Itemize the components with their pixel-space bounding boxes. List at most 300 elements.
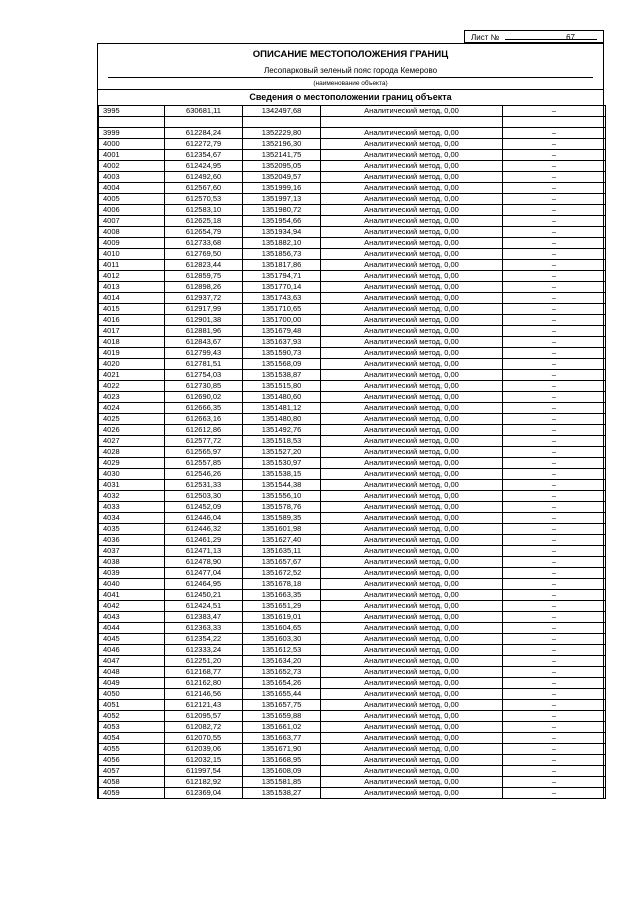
- point-number-cell: 4021: [99, 370, 165, 381]
- y-coordinate-cell: 1351518,53: [243, 436, 321, 447]
- error-cell: –: [503, 293, 606, 304]
- error-cell: –: [503, 150, 606, 161]
- method-cell: Аналитический метод, 0,00: [321, 612, 503, 623]
- y-coordinate-cell: 1351515,80: [243, 381, 321, 392]
- method-cell: Аналитический метод, 0,00: [321, 634, 503, 645]
- y-coordinate-cell: 1351651,29: [243, 601, 321, 612]
- method-cell: Аналитический метод, 0,00: [321, 524, 503, 535]
- x-coordinate-cell: 612272,79: [165, 139, 243, 150]
- table-row: [99, 117, 606, 128]
- error-cell: –: [503, 315, 606, 326]
- table-row: [99, 282, 606, 293]
- error-cell: –: [503, 656, 606, 667]
- point-number-cell: 4048: [99, 667, 165, 678]
- point-number-cell: 4020: [99, 359, 165, 370]
- document-frame: [97, 43, 604, 799]
- method-cell: Аналитический метод, 0,00: [321, 304, 503, 315]
- point-number-cell: 3999: [99, 128, 165, 139]
- x-coordinate-cell: 612557,85: [165, 458, 243, 469]
- error-cell: –: [503, 469, 606, 480]
- method-cell: Аналитический метод, 0,00: [321, 348, 503, 359]
- point-number-cell: 4011: [99, 260, 165, 271]
- point-number-cell: 4045: [99, 634, 165, 645]
- error-cell: –: [503, 392, 606, 403]
- method-cell: Аналитический метод, 0,00: [321, 590, 503, 601]
- method-cell: Аналитический метод, 0,00: [321, 194, 503, 205]
- y-coordinate-cell: 1351556,10: [243, 491, 321, 502]
- table-row: [99, 106, 606, 117]
- x-coordinate-cell: 612168,77: [165, 667, 243, 678]
- method-cell: Аналитический метод, 0,00: [321, 733, 503, 744]
- x-coordinate-cell: 612363,33: [165, 623, 243, 634]
- method-cell: Аналитический метод, 0,00: [321, 161, 503, 172]
- error-cell: –: [503, 689, 606, 700]
- method-cell: Аналитический метод, 0,00: [321, 381, 503, 392]
- point-number-cell: 4009: [99, 238, 165, 249]
- point-number-cell: 4056: [99, 755, 165, 766]
- method-cell: Аналитический метод, 0,00: [321, 568, 503, 579]
- sheet-number-value: 67: [566, 33, 575, 42]
- method-cell: Аналитический метод, 0,00: [321, 293, 503, 304]
- x-coordinate-cell: 630681,11: [165, 106, 243, 117]
- y-coordinate-cell: 1342497,68: [243, 106, 321, 117]
- x-coordinate-cell: 612354,22: [165, 634, 243, 645]
- error-cell: –: [503, 645, 606, 656]
- x-coordinate-cell: [165, 117, 243, 128]
- table-row: [99, 128, 606, 139]
- method-cell: Аналитический метод, 0,00: [321, 249, 503, 260]
- x-coordinate-cell: 612446,04: [165, 513, 243, 524]
- table-row: [99, 348, 606, 359]
- point-number-cell: [99, 117, 165, 128]
- method-cell: Аналитический метод, 0,00: [321, 656, 503, 667]
- method-cell: Аналитический метод, 0,00: [321, 359, 503, 370]
- point-number-cell: 4002: [99, 161, 165, 172]
- error-cell: –: [503, 590, 606, 601]
- document-title: ОПИСАНИЕ МЕСТОПОЛОЖЕНИЯ ГРАНИЦ: [252, 49, 449, 60]
- table-row: [99, 502, 606, 513]
- point-number-cell: 4014: [99, 293, 165, 304]
- point-number-cell: 4035: [99, 524, 165, 535]
- point-number-cell: 4018: [99, 337, 165, 348]
- y-coordinate-cell: 1351480,80: [243, 414, 321, 425]
- error-cell: –: [503, 557, 606, 568]
- error-cell: –: [503, 205, 606, 216]
- table-row: [99, 601, 606, 612]
- x-coordinate-cell: 612570,53: [165, 194, 243, 205]
- x-coordinate-cell: 612690,02: [165, 392, 243, 403]
- x-coordinate-cell: 612032,15: [165, 755, 243, 766]
- table-row: [99, 183, 606, 194]
- y-coordinate-cell: 1351882,10: [243, 238, 321, 249]
- table-row: [99, 414, 606, 425]
- method-cell: Аналитический метод, 0,00: [321, 139, 503, 150]
- section-title: Сведения о местоположении границ объекта: [98, 89, 603, 105]
- point-number-cell: 4012: [99, 271, 165, 282]
- x-coordinate-cell: 612478,90: [165, 557, 243, 568]
- y-coordinate-cell: 1351817,86: [243, 260, 321, 271]
- table-row: [99, 546, 606, 557]
- table-row: [99, 458, 606, 469]
- point-number-cell: 4051: [99, 700, 165, 711]
- x-coordinate-cell: 612450,21: [165, 590, 243, 601]
- y-coordinate-cell: 1351999,16: [243, 183, 321, 194]
- error-cell: –: [503, 106, 606, 117]
- table-row: [99, 722, 606, 733]
- method-cell: Аналитический метод, 0,00: [321, 436, 503, 447]
- x-coordinate-cell: 612251,20: [165, 656, 243, 667]
- y-coordinate-cell: 1352049,57: [243, 172, 321, 183]
- method-cell: Аналитический метод, 0,00: [321, 546, 503, 557]
- x-coordinate-cell: 612182,92: [165, 777, 243, 788]
- point-number-cell: 4049: [99, 678, 165, 689]
- x-coordinate-cell: 612369,04: [165, 788, 243, 799]
- error-cell: –: [503, 579, 606, 590]
- y-coordinate-cell: 1351480,60: [243, 392, 321, 403]
- method-cell: Аналитический метод, 0,00: [321, 227, 503, 238]
- method-cell: Аналитический метод, 0,00: [321, 326, 503, 337]
- table-row: [99, 172, 606, 183]
- point-number-cell: 4017: [99, 326, 165, 337]
- error-cell: –: [503, 777, 606, 788]
- y-coordinate-cell: 1351612,53: [243, 645, 321, 656]
- table-row: [99, 744, 606, 755]
- y-coordinate-cell: 1351634,20: [243, 656, 321, 667]
- method-cell: Аналитический метод, 0,00: [321, 480, 503, 491]
- x-coordinate-cell: 612654,79: [165, 227, 243, 238]
- point-number-cell: 4057: [99, 766, 165, 777]
- x-coordinate-cell: 612383,47: [165, 612, 243, 623]
- error-cell: –: [503, 183, 606, 194]
- error-cell: –: [503, 788, 606, 799]
- y-coordinate-cell: 1351608,09: [243, 766, 321, 777]
- x-coordinate-cell: 612354,67: [165, 150, 243, 161]
- error-cell: –: [503, 359, 606, 370]
- table-row: [99, 403, 606, 414]
- table-row: [99, 700, 606, 711]
- x-coordinate-cell: 612881,96: [165, 326, 243, 337]
- method-cell: Аналитический метод, 0,00: [321, 282, 503, 293]
- error-cell: –: [503, 535, 606, 546]
- y-coordinate-cell: 1351659,88: [243, 711, 321, 722]
- point-number-cell: 4029: [99, 458, 165, 469]
- method-cell: Аналитический метод, 0,00: [321, 315, 503, 326]
- method-cell: Аналитический метод, 0,00: [321, 557, 503, 568]
- method-cell: Аналитический метод, 0,00: [321, 667, 503, 678]
- y-coordinate-cell: 1351601,98: [243, 524, 321, 535]
- point-number-cell: 4058: [99, 777, 165, 788]
- table-row: [99, 524, 606, 535]
- point-number-cell: 4038: [99, 557, 165, 568]
- point-number-cell: 4007: [99, 216, 165, 227]
- point-number-cell: 4019: [99, 348, 165, 359]
- point-number-cell: 4022: [99, 381, 165, 392]
- table-row: [99, 216, 606, 227]
- point-number-cell: 4047: [99, 656, 165, 667]
- method-cell: Аналитический метод, 0,00: [321, 403, 503, 414]
- x-coordinate-cell: 612333,24: [165, 645, 243, 656]
- point-number-cell: 4046: [99, 645, 165, 656]
- error-cell: –: [503, 139, 606, 150]
- point-number-cell: 3995: [99, 106, 165, 117]
- method-cell: Аналитический метод, 0,00: [321, 447, 503, 458]
- y-coordinate-cell: 1352141,75: [243, 150, 321, 161]
- table-row: [99, 238, 606, 249]
- error-cell: –: [503, 447, 606, 458]
- error-cell: –: [503, 194, 606, 205]
- y-coordinate-cell: 1351627,40: [243, 535, 321, 546]
- table-row: [99, 777, 606, 788]
- method-cell: Аналитический метод, 0,00: [321, 788, 503, 799]
- table-row: [99, 337, 606, 348]
- y-coordinate-cell: 1351654,26: [243, 678, 321, 689]
- table-row: [99, 436, 606, 447]
- error-cell: –: [503, 623, 606, 634]
- point-number-cell: 4026: [99, 425, 165, 436]
- y-coordinate-cell: 1351652,73: [243, 667, 321, 678]
- point-number-cell: 4034: [99, 513, 165, 524]
- error-cell: –: [503, 304, 606, 315]
- error-cell: –: [503, 601, 606, 612]
- error-cell: –: [503, 337, 606, 348]
- error-cell: –: [503, 271, 606, 282]
- y-coordinate-cell: 1351544,38: [243, 480, 321, 491]
- y-coordinate-cell: 1351538,87: [243, 370, 321, 381]
- method-cell: Аналитический метод, 0,00: [321, 777, 503, 788]
- x-coordinate-cell: 612625,18: [165, 216, 243, 227]
- point-number-cell: 4033: [99, 502, 165, 513]
- table-row: [99, 392, 606, 403]
- method-cell: Аналитический метод, 0,00: [321, 150, 503, 161]
- method-cell: Аналитический метод, 0,00: [321, 238, 503, 249]
- table-row: [99, 293, 606, 304]
- table-row: [99, 260, 606, 271]
- x-coordinate-cell: 612477,04: [165, 568, 243, 579]
- y-coordinate-cell: 1351581,85: [243, 777, 321, 788]
- error-cell: [503, 117, 606, 128]
- table-row: [99, 656, 606, 667]
- x-coordinate-cell: 612917,99: [165, 304, 243, 315]
- table-row: [99, 513, 606, 524]
- error-cell: –: [503, 711, 606, 722]
- point-number-cell: 4037: [99, 546, 165, 557]
- point-number-cell: 4041: [99, 590, 165, 601]
- x-coordinate-cell: 612546,26: [165, 469, 243, 480]
- y-coordinate-cell: 1351657,75: [243, 700, 321, 711]
- method-cell: Аналитический метод, 0,00: [321, 469, 503, 480]
- point-number-cell: 4025: [99, 414, 165, 425]
- x-coordinate-cell: 612284,24: [165, 128, 243, 139]
- point-number-cell: 4004: [99, 183, 165, 194]
- x-coordinate-cell: 612612,86: [165, 425, 243, 436]
- method-cell: Аналитический метод, 0,00: [321, 678, 503, 689]
- y-coordinate-cell: 1351679,48: [243, 326, 321, 337]
- table-row: [99, 447, 606, 458]
- point-number-cell: 4036: [99, 535, 165, 546]
- point-number-cell: 4006: [99, 205, 165, 216]
- x-coordinate-cell: 612070,55: [165, 733, 243, 744]
- table-row: [99, 227, 606, 238]
- error-cell: –: [503, 370, 606, 381]
- point-number-cell: 4015: [99, 304, 165, 315]
- x-coordinate-cell: 612452,09: [165, 502, 243, 513]
- method-cell: Аналитический метод, 0,00: [321, 216, 503, 227]
- table-row: [99, 711, 606, 722]
- table-row: [99, 370, 606, 381]
- error-cell: –: [503, 546, 606, 557]
- y-coordinate-cell: 1351530,97: [243, 458, 321, 469]
- x-coordinate-cell: 612095,57: [165, 711, 243, 722]
- y-coordinate-cell: 1351568,09: [243, 359, 321, 370]
- table-row: [99, 271, 606, 282]
- point-number-cell: 4039: [99, 568, 165, 579]
- y-coordinate-cell: 1351678,18: [243, 579, 321, 590]
- error-cell: –: [503, 425, 606, 436]
- point-number-cell: 4042: [99, 601, 165, 612]
- x-coordinate-cell: 612082,72: [165, 722, 243, 733]
- y-coordinate-cell: 1351657,67: [243, 557, 321, 568]
- method-cell: Аналитический метод, 0,00: [321, 458, 503, 469]
- x-coordinate-cell: 612424,95: [165, 161, 243, 172]
- table-row: [99, 205, 606, 216]
- method-cell: Аналитический метод, 0,00: [321, 128, 503, 139]
- table-row: [99, 645, 606, 656]
- y-coordinate-cell: 1351770,14: [243, 282, 321, 293]
- method-cell: Аналитический метод, 0,00: [321, 183, 503, 194]
- method-cell: Аналитический метод, 0,00: [321, 689, 503, 700]
- y-coordinate-cell: 1351794,71: [243, 271, 321, 282]
- x-coordinate-cell: 612039,06: [165, 744, 243, 755]
- x-coordinate-cell: 612503,30: [165, 491, 243, 502]
- x-coordinate-cell: 612146,56: [165, 689, 243, 700]
- error-cell: –: [503, 733, 606, 744]
- y-coordinate-cell: 1351635,11: [243, 546, 321, 557]
- y-coordinate-cell: 1351492,76: [243, 425, 321, 436]
- point-number-cell: 4027: [99, 436, 165, 447]
- y-coordinate-cell: 1351668,95: [243, 755, 321, 766]
- method-cell: Аналитический метод, 0,00: [321, 744, 503, 755]
- x-coordinate-cell: 612446,32: [165, 524, 243, 535]
- point-number-cell: 4008: [99, 227, 165, 238]
- method-cell: Аналитический метод, 0,00: [321, 502, 503, 513]
- error-cell: –: [503, 458, 606, 469]
- point-number-cell: 4052: [99, 711, 165, 722]
- error-cell: –: [503, 128, 606, 139]
- point-number-cell: 4000: [99, 139, 165, 150]
- x-coordinate-cell: 612823,44: [165, 260, 243, 271]
- table-row: [99, 579, 606, 590]
- y-coordinate-cell: 1351538,15: [243, 469, 321, 480]
- error-cell: –: [503, 722, 606, 733]
- x-coordinate-cell: 612901,38: [165, 315, 243, 326]
- table-row: [99, 469, 606, 480]
- table-row: [99, 568, 606, 579]
- error-cell: –: [503, 238, 606, 249]
- y-coordinate-cell: 1351590,73: [243, 348, 321, 359]
- x-coordinate-cell: 612843,67: [165, 337, 243, 348]
- point-number-cell: 4031: [99, 480, 165, 491]
- table-row: [99, 315, 606, 326]
- sheet-number-box: [464, 30, 604, 43]
- error-cell: –: [503, 755, 606, 766]
- table-row: [99, 733, 606, 744]
- error-cell: –: [503, 480, 606, 491]
- x-coordinate-cell: 612754,03: [165, 370, 243, 381]
- point-number-cell: 4030: [99, 469, 165, 480]
- error-cell: –: [503, 667, 606, 678]
- y-coordinate-cell: [243, 117, 321, 128]
- point-number-cell: 4028: [99, 447, 165, 458]
- x-coordinate-cell: 612666,35: [165, 403, 243, 414]
- x-coordinate-cell: 612565,97: [165, 447, 243, 458]
- point-number-cell: 4013: [99, 282, 165, 293]
- point-number-cell: 4010: [99, 249, 165, 260]
- object-name-caption: (наименование объекта): [313, 80, 388, 87]
- method-cell: Аналитический метод, 0,00: [321, 172, 503, 183]
- y-coordinate-cell: 1352196,30: [243, 139, 321, 150]
- error-cell: –: [503, 326, 606, 337]
- table-row: [99, 139, 606, 150]
- method-cell: Аналитический метод, 0,00: [321, 271, 503, 282]
- y-coordinate-cell: 1351700,00: [243, 315, 321, 326]
- point-number-cell: 4059: [99, 788, 165, 799]
- y-coordinate-cell: 1351578,76: [243, 502, 321, 513]
- table-row: [99, 623, 606, 634]
- table-row: [99, 678, 606, 689]
- table-row: [99, 590, 606, 601]
- error-cell: –: [503, 491, 606, 502]
- table-row: [99, 326, 606, 337]
- error-cell: –: [503, 524, 606, 535]
- error-cell: –: [503, 502, 606, 513]
- y-coordinate-cell: 1351538,27: [243, 788, 321, 799]
- error-cell: –: [503, 678, 606, 689]
- method-cell: Аналитический метод, 0,00: [321, 106, 503, 117]
- point-number-cell: 4043: [99, 612, 165, 623]
- error-cell: –: [503, 172, 606, 183]
- coordinates-table: [98, 105, 606, 799]
- y-coordinate-cell: 1351661,02: [243, 722, 321, 733]
- y-coordinate-cell: 1351527,20: [243, 447, 321, 458]
- x-coordinate-cell: 612799,43: [165, 348, 243, 359]
- point-number-cell: 4001: [99, 150, 165, 161]
- table-row: [99, 612, 606, 623]
- method-cell: Аналитический метод, 0,00: [321, 766, 503, 777]
- table-row: [99, 425, 606, 436]
- point-number-cell: 4023: [99, 392, 165, 403]
- table-row: [99, 359, 606, 370]
- method-cell: Аналитический метод, 0,00: [321, 260, 503, 271]
- y-coordinate-cell: 1351663,35: [243, 590, 321, 601]
- y-coordinate-cell: 1351481,12: [243, 403, 321, 414]
- error-cell: –: [503, 260, 606, 271]
- error-cell: –: [503, 348, 606, 359]
- x-coordinate-cell: 612464,95: [165, 579, 243, 590]
- y-coordinate-cell: 1351980,72: [243, 205, 321, 216]
- method-cell: Аналитический метод, 0,00: [321, 623, 503, 634]
- x-coordinate-cell: 612583,10: [165, 205, 243, 216]
- x-coordinate-cell: 612162,80: [165, 678, 243, 689]
- table-row: [99, 788, 606, 799]
- method-cell: Аналитический метод, 0,00: [321, 337, 503, 348]
- x-coordinate-cell: 612769,50: [165, 249, 243, 260]
- y-coordinate-cell: 1351672,52: [243, 568, 321, 579]
- method-cell: [321, 117, 503, 128]
- table-row: [99, 480, 606, 491]
- table-row: [99, 689, 606, 700]
- method-cell: Аналитический метод, 0,00: [321, 579, 503, 590]
- method-cell: Аналитический метод, 0,00: [321, 370, 503, 381]
